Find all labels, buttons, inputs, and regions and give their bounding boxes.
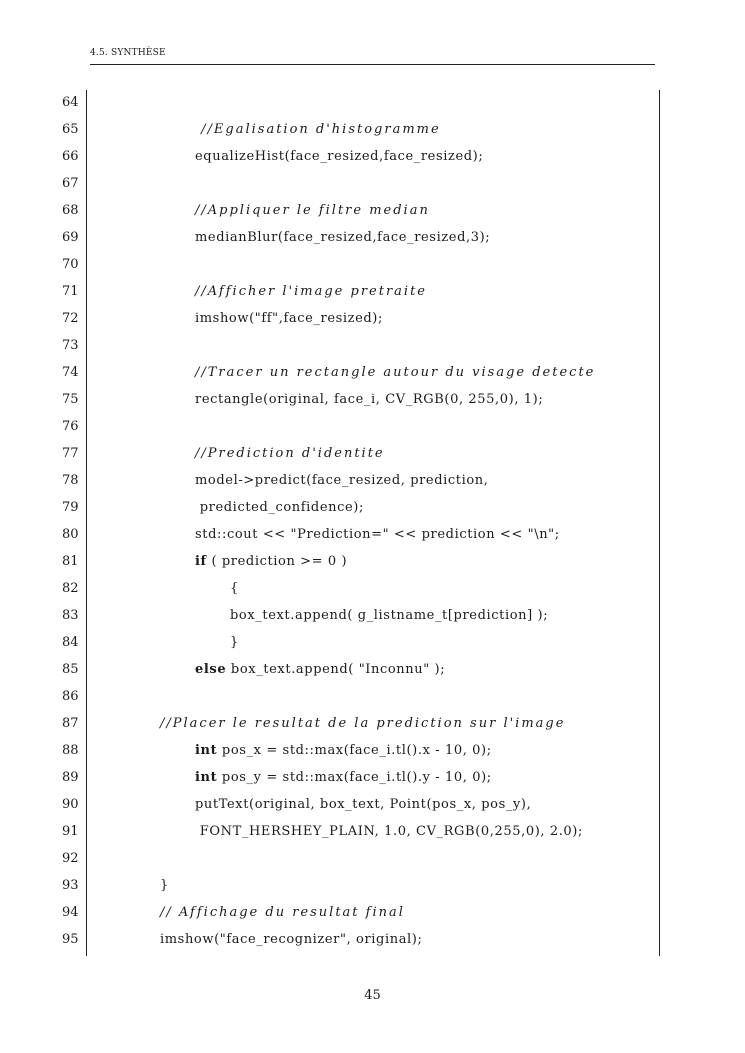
code-text: [195, 742, 492, 760]
line-number: 70: [62, 257, 79, 272]
code-keyword: else: [195, 662, 227, 677]
code-line: [0, 472, 745, 499]
line-number: 64: [62, 95, 79, 110]
line-number: 66: [62, 149, 79, 164]
line-number: 72: [62, 311, 79, 326]
line-number: 81: [62, 554, 79, 569]
code-line: [0, 283, 745, 310]
header-rule: [90, 64, 655, 65]
code-line: [0, 634, 745, 661]
code-line: [0, 121, 745, 148]
code-comment: //Egalisation d'histogramme: [195, 122, 441, 137]
line-number: 84: [62, 635, 79, 650]
line-number: 87: [62, 716, 79, 731]
code-line: [0, 418, 745, 445]
code-comment: //Placer le resultat de la prediction sur l'image: [160, 716, 566, 731]
line-number: 88: [62, 743, 79, 758]
code-keyword: if: [195, 554, 207, 569]
code-line: [0, 607, 745, 634]
page-number: 45: [364, 988, 381, 1003]
code-line: [0, 688, 745, 715]
code-text: FONT_HERSHEY_PLAIN, 1.0, CV_RGB(0,255,0), 2.0);: [195, 824, 583, 839]
code-comment: //Afficher l'image pretraite: [195, 284, 428, 299]
code-text: [195, 661, 445, 679]
code-line: [0, 202, 745, 229]
code-text: equalizeHist(face_resized,face_resized);: [195, 149, 484, 164]
running-head: 4.5. SYNTHÈSE: [90, 48, 166, 58]
code-text: }: [160, 878, 169, 893]
code-text: putText(original, box_text, Point(pos_x, pos_y),: [195, 797, 532, 812]
line-number: 91: [62, 824, 79, 839]
line-number: 68: [62, 203, 79, 218]
line-number: 83: [62, 608, 79, 623]
code-line: [0, 310, 745, 337]
line-number: 95: [62, 932, 79, 947]
line-number: 85: [62, 662, 79, 677]
code-line: [0, 769, 745, 796]
code-line: [0, 931, 745, 958]
code-line: [0, 850, 745, 877]
code-text: medianBlur(face_resized,face_resized,3);: [195, 230, 491, 245]
code-line: [0, 661, 745, 688]
line-number: 67: [62, 176, 79, 191]
line-number: 73: [62, 338, 79, 353]
code-line: [0, 526, 745, 553]
code-line: [0, 175, 745, 202]
code-line: [0, 391, 745, 418]
line-number: 78: [62, 473, 79, 488]
code-text: std::cout << "Prediction=" << prediction << "\n";: [195, 527, 560, 542]
line-number: 79: [62, 500, 79, 515]
code-text: model->predict(face_resized, prediction,: [195, 473, 489, 488]
code-text: {: [230, 581, 239, 596]
line-number: 75: [62, 392, 79, 407]
line-number: 90: [62, 797, 79, 812]
code-text: rectangle(original, face_i, CV_RGB(0, 255,0), 1);: [195, 392, 544, 407]
line-number: 80: [62, 527, 79, 542]
code-text: pos_y = std::max(face_i.tl().y - 10, 0);: [217, 770, 492, 785]
code-line: [0, 499, 745, 526]
code-text: predicted_confidence);: [195, 500, 364, 515]
code-line: [0, 364, 745, 391]
line-number: 65: [62, 122, 79, 137]
code-line: [0, 796, 745, 823]
code-comment: //Appliquer le filtre median: [195, 203, 430, 218]
code-text: box_text.append( g_listname_t[prediction] );: [230, 608, 549, 623]
code-line: [0, 823, 745, 850]
code-line: [0, 553, 745, 580]
code-line: [0, 742, 745, 769]
line-number: 82: [62, 581, 79, 596]
line-number: 76: [62, 419, 79, 434]
line-number: 69: [62, 230, 79, 245]
line-number: 77: [62, 446, 79, 461]
code-line: [0, 229, 745, 256]
code-text: box_text.append( "Inconnu" );: [226, 662, 446, 677]
code-comment: //Tracer un rectangle autour du visage detecte: [195, 365, 596, 380]
code-text: imshow("face_recognizer", original);: [160, 932, 423, 947]
line-number: 71: [62, 284, 79, 299]
line-number: 93: [62, 878, 79, 893]
code-text: [195, 769, 492, 787]
code-text: imshow("ff",face_resized);: [195, 311, 383, 326]
code-line: [0, 94, 745, 121]
code-text: ( prediction >= 0 ): [206, 554, 348, 569]
code-line: [0, 904, 745, 931]
code-line: [0, 445, 745, 472]
line-number: 74: [62, 365, 79, 380]
code-line: [0, 580, 745, 607]
code-keyword: int: [195, 743, 218, 758]
code-keyword: int: [195, 770, 218, 785]
code-line: [0, 877, 745, 904]
code-text: pos_x = std::max(face_i.tl().x - 10, 0);: [217, 743, 492, 758]
code-line: [0, 148, 745, 175]
line-number: 92: [62, 851, 79, 866]
code-text: [195, 553, 347, 571]
code-comment: // Affichage du resultat final: [160, 905, 405, 920]
code-text: }: [230, 635, 239, 650]
code-line: [0, 337, 745, 364]
line-number: 94: [62, 905, 79, 920]
code-comment: //Prediction d'identite: [195, 446, 385, 461]
code-line: [0, 715, 745, 742]
line-number: 86: [62, 689, 79, 704]
code-line: [0, 256, 745, 283]
line-number: 89: [62, 770, 79, 785]
